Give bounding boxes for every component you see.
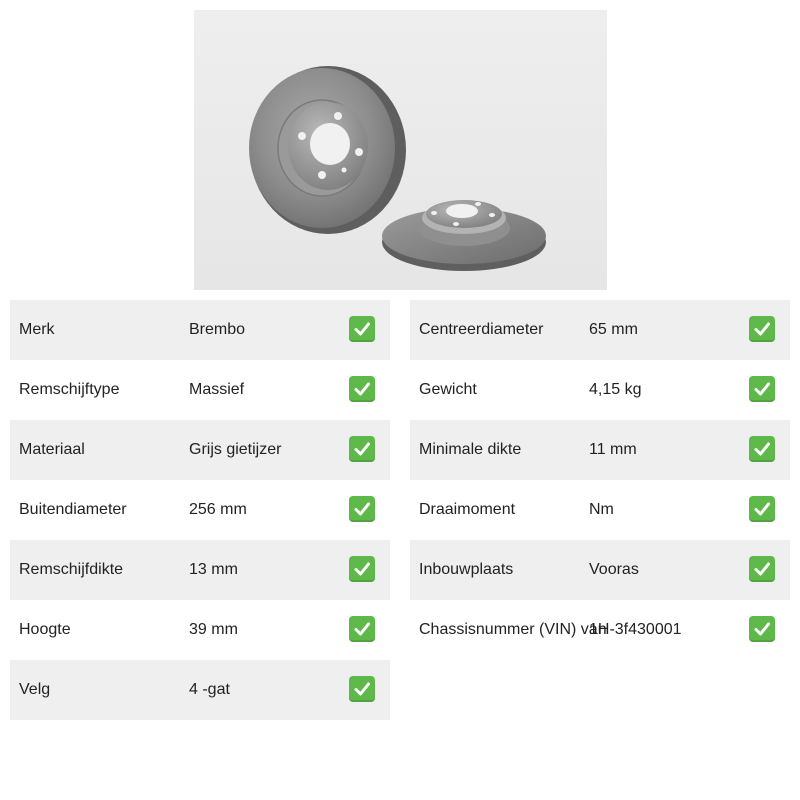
spec-row-minimale-dikte — [410, 420, 790, 480]
spec-value: Brembo — [189, 321, 246, 338]
check-icon — [349, 316, 375, 342]
check-icon — [349, 616, 375, 642]
check-icon — [349, 676, 375, 702]
spec-label: Buitendiameter — [19, 501, 127, 518]
spec-value: Massief — [189, 381, 245, 398]
spec-label: Chassisnummer (VIN) van — [419, 621, 607, 638]
spec-row-draaimoment — [410, 480, 790, 540]
spec-label: Minimale dikte — [419, 441, 522, 458]
spec-value: 4,15 kg — [589, 381, 642, 398]
spec-value: 4 -gat — [189, 681, 230, 698]
check-icon — [749, 616, 775, 642]
spec-label: Remschijfdikte — [19, 561, 124, 578]
check-icon — [349, 436, 375, 462]
spec-label: Gewicht — [419, 381, 477, 398]
check-icon — [749, 316, 775, 342]
spec-row-hoogte — [10, 600, 390, 660]
spec-value: Nm — [589, 501, 614, 518]
spec-row-inbouwplaats — [410, 540, 790, 600]
spec-row-remschijftype — [10, 360, 390, 420]
spec-value: 1H-3f430001 — [589, 621, 682, 638]
spec-row-merk — [10, 300, 390, 360]
spec-value: 11 mm — [589, 441, 637, 458]
check-icon — [749, 556, 775, 582]
spec-label: Centreerdiameter — [419, 321, 544, 338]
spec-label: Hoogte — [19, 621, 71, 638]
spec-value: 39 mm — [189, 621, 238, 638]
spec-row-velg — [10, 660, 390, 720]
spec-value: 13 mm — [189, 561, 238, 578]
spec-label: Merk — [19, 321, 55, 338]
check-icon — [349, 376, 375, 402]
spec-row-buitendiameter — [10, 480, 390, 540]
check-icon — [749, 376, 775, 402]
check-icon — [749, 496, 775, 522]
check-icon — [349, 556, 375, 582]
spec-row-chassisnummer — [410, 600, 790, 660]
spec-value: Grijs gietijzer — [189, 441, 282, 458]
spec-label: Remschijftype — [19, 381, 120, 398]
spec-table-left — [10, 300, 390, 720]
spec-label: Materiaal — [19, 441, 85, 458]
check-icon — [749, 436, 775, 462]
spec-row-gewicht — [410, 360, 790, 420]
spec-value: Vooras — [589, 561, 639, 578]
spec-table-right — [410, 300, 790, 660]
spec-label: Draaimoment — [419, 501, 516, 518]
check-icon — [349, 496, 375, 522]
spec-value: 65 mm — [589, 321, 638, 338]
product-image — [194, 10, 607, 290]
spec-value: 256 mm — [189, 501, 247, 518]
spec-row-remschijfdikte — [10, 540, 390, 600]
brake-disc-photo — [194, 10, 607, 290]
spec-row-centreerdiameter — [410, 300, 790, 360]
spec-label: Velg — [19, 681, 51, 698]
spec-label: Inbouwplaats — [419, 561, 514, 578]
spec-row-materiaal — [10, 420, 390, 480]
